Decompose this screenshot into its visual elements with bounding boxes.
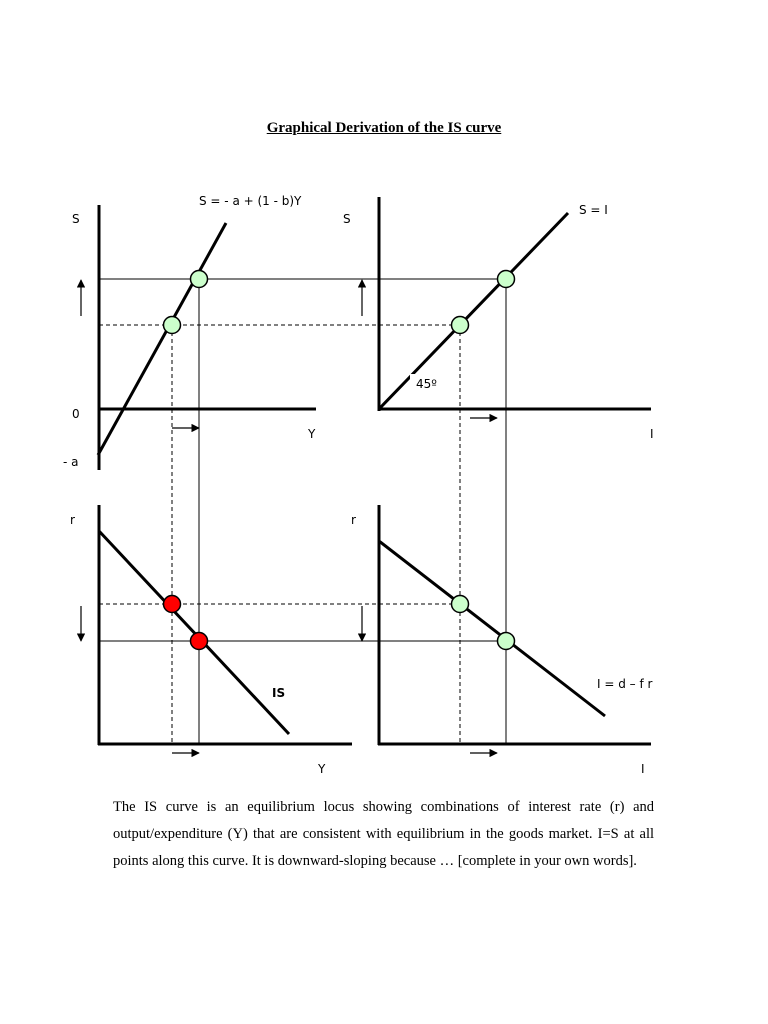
- investment-line: [379, 541, 605, 716]
- is-point-low-r: [191, 633, 208, 650]
- is-point-high-r: [164, 596, 181, 613]
- s-equals-i-line: [380, 213, 568, 408]
- angle-label: 45º: [416, 377, 437, 391]
- equilibrium-point-low: [452, 317, 469, 334]
- savings-point-high: [191, 271, 208, 288]
- savings-equation: S = - a + (1 - b)Y: [199, 194, 302, 208]
- savings-point-low: [164, 317, 181, 334]
- investment-point-low-r: [498, 633, 515, 650]
- r-label-bottom-left: r: [70, 513, 75, 527]
- s-label-top-left: S: [72, 212, 80, 226]
- neg-a-label: - a: [63, 455, 79, 469]
- y-label-bottom: Y: [318, 762, 326, 776]
- equilibrium-point-high: [498, 271, 515, 288]
- i-label-top: I: [650, 427, 654, 441]
- s-label-top-right: S: [343, 212, 351, 226]
- explanation-paragraph: The IS curve is an equilibrium locus showing combinations of interest rate (r) and output/expenditure (Y) that are consistent with equilibrium in the goods market. I=S at all points along this curve. It is downward-sloping because … [complete in your own words].: [113, 799, 654, 869]
- equilibrium-panel: [343, 197, 654, 441]
- points: [164, 271, 515, 650]
- investment-equation: I = d – f r: [597, 677, 653, 691]
- is-curve: [99, 531, 289, 734]
- solid-guides: [99, 279, 506, 744]
- y-label-top: Y: [308, 427, 316, 441]
- savings-line: [98, 223, 226, 455]
- s-equals-i-label: S = I: [579, 203, 608, 217]
- page-title: Graphical Derivation of the IS curve: [266, 120, 502, 136]
- i-label-bottom: I: [641, 762, 645, 776]
- investment-point-high-r: [452, 596, 469, 613]
- savings-panel: [63, 194, 316, 470]
- is-curve-label: IS: [272, 686, 286, 700]
- r-label-bottom-right: r: [351, 513, 356, 527]
- zero-label: 0: [72, 407, 80, 421]
- dashed-guides: [99, 325, 460, 744]
